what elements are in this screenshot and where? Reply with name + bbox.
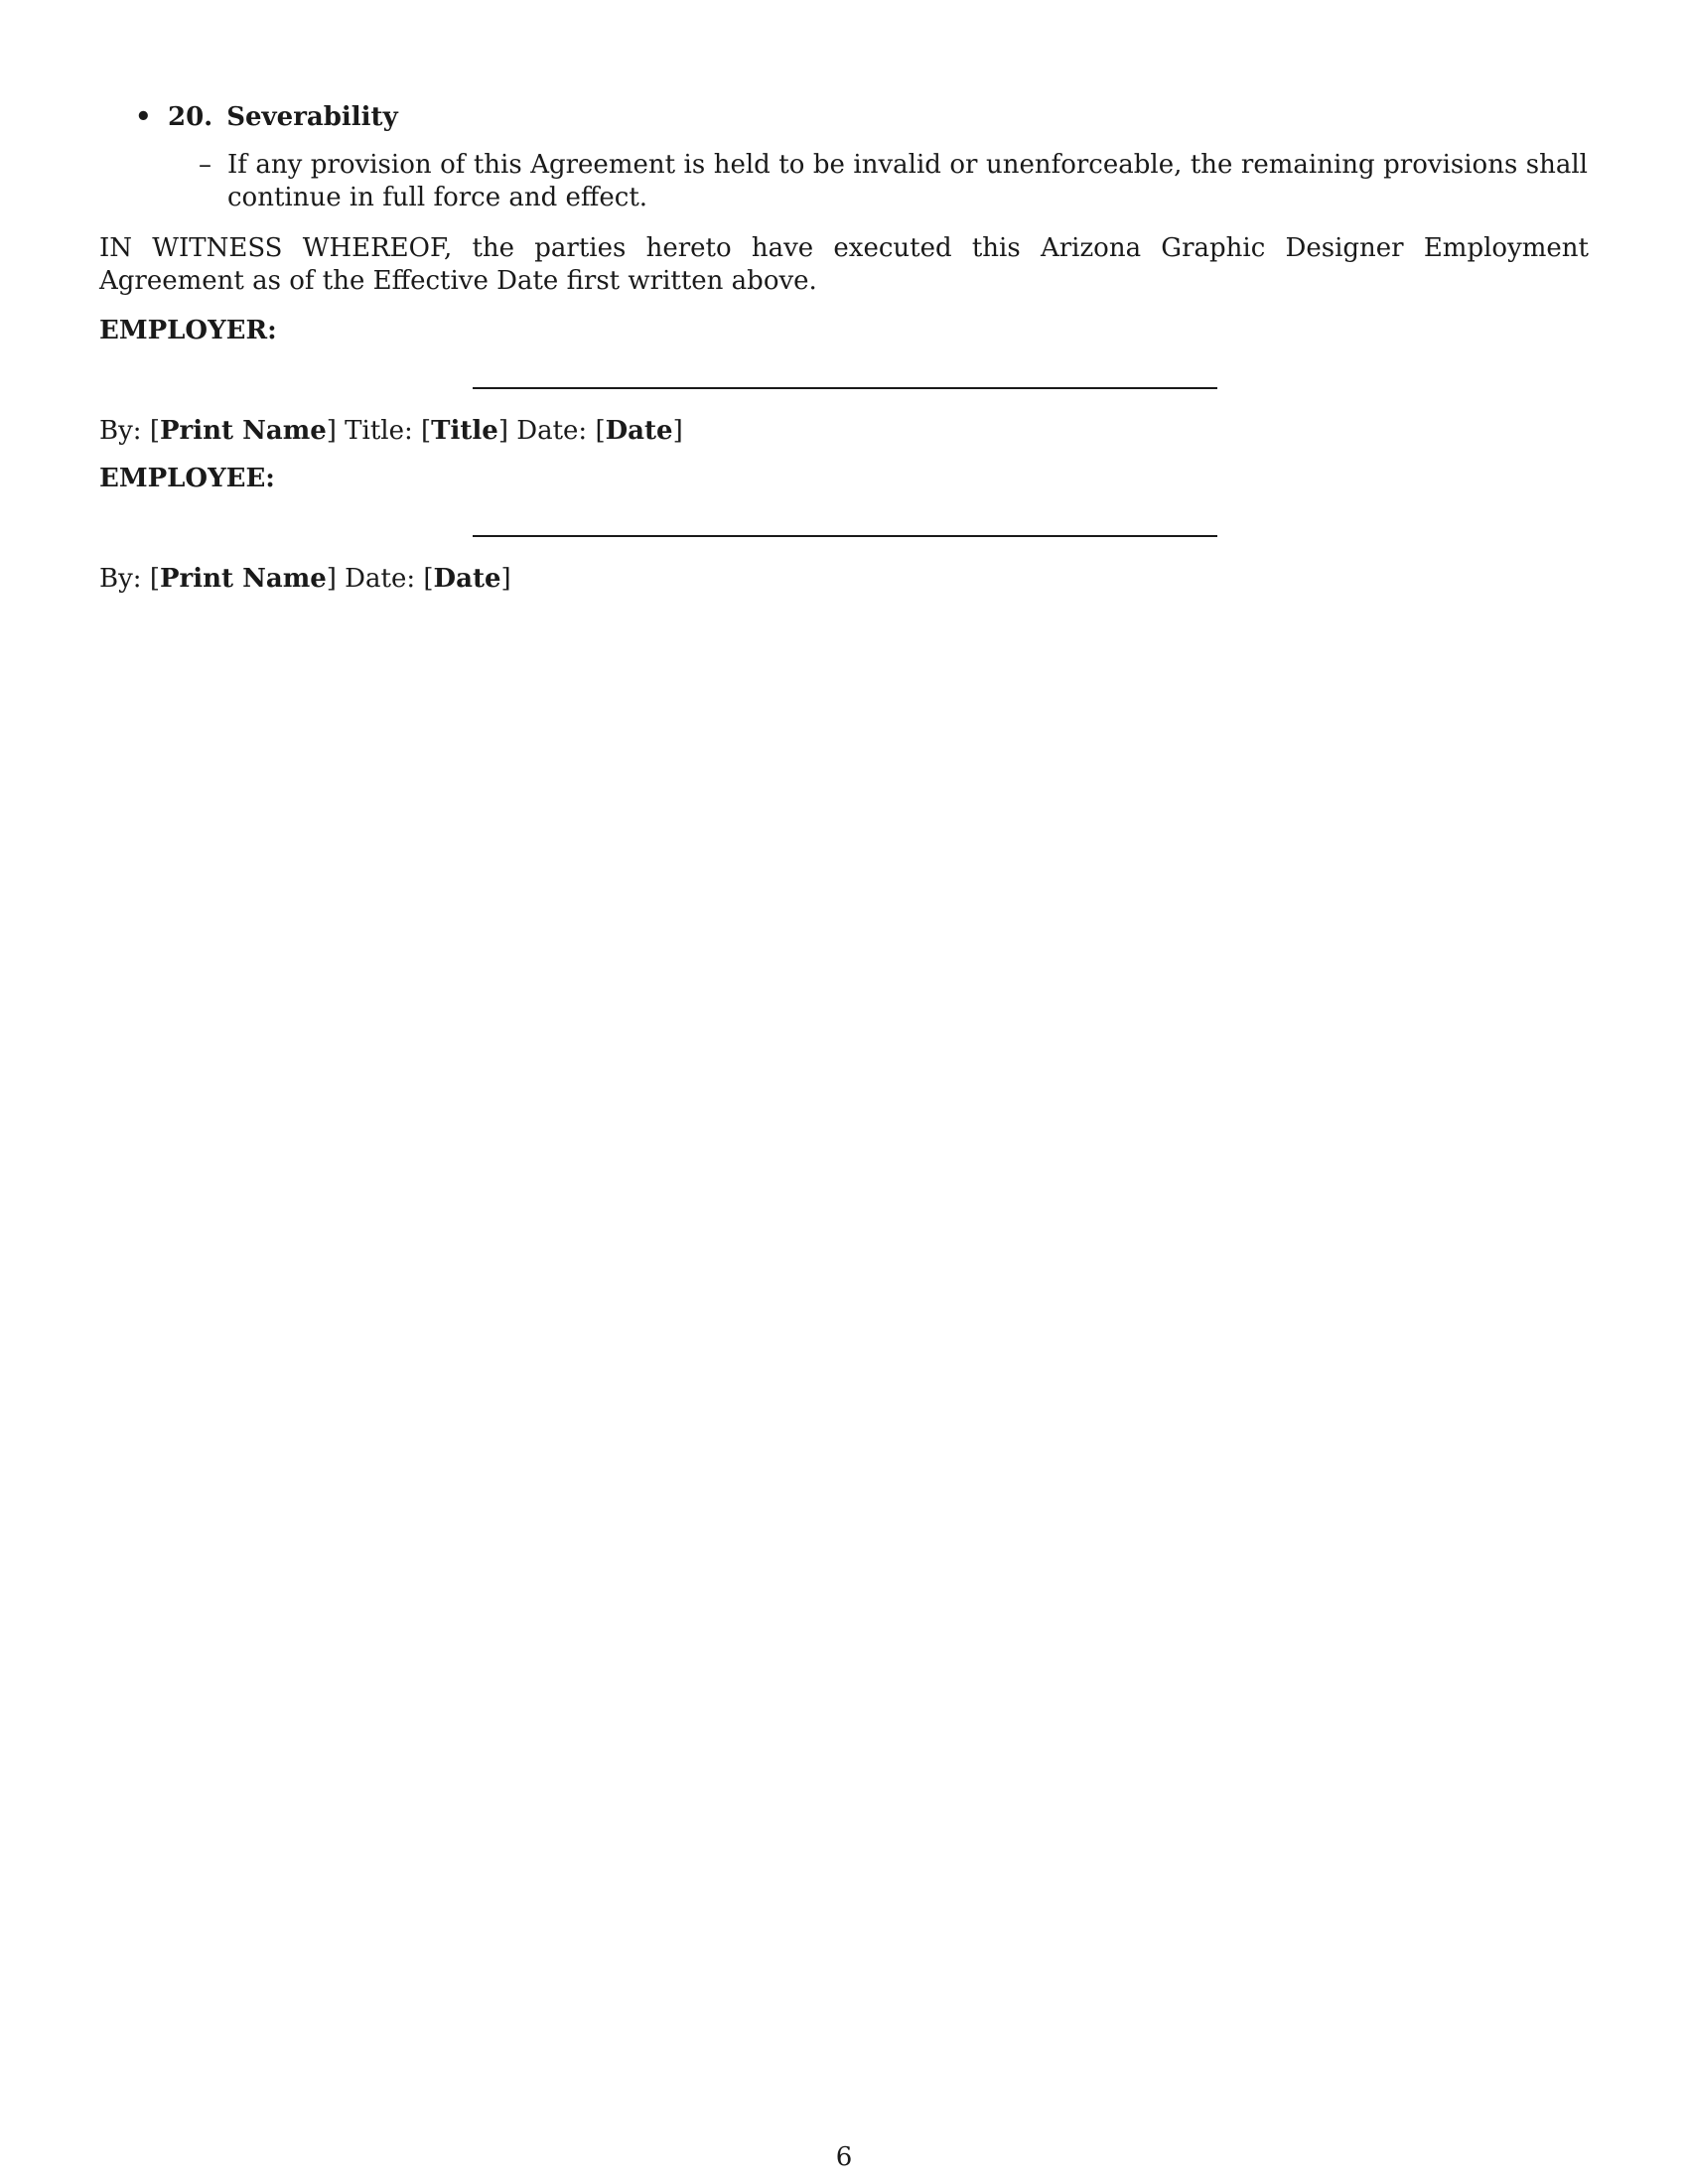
- section-heading: [168, 99, 398, 135]
- employer-date-placeholder: Date: [605, 416, 673, 446]
- employee-signature-details: By: [Print Name] Date: [Date]: [99, 564, 511, 594]
- employee-by-label: By:: [99, 564, 142, 594]
- employer-date-label: Date:: [516, 416, 588, 446]
- bullet-icon: •: [135, 102, 152, 132]
- employer-by-label: By:: [99, 416, 142, 446]
- employer-name-placeholder: Print Name: [159, 416, 327, 446]
- employee-label: EMPLOYEE:: [99, 464, 275, 493]
- page-number: 6: [835, 2142, 853, 2172]
- employee-date-placeholder: Date: [433, 564, 501, 594]
- employer-label: EMPLOYER:: [99, 316, 277, 345]
- employer-title-placeholder: Title: [431, 416, 498, 446]
- employer-signature-details: By: [Print Name] Title: [Title] Date: [Date]: [99, 416, 683, 446]
- employee-name-placeholder: Print Name: [159, 564, 327, 594]
- witness-clause: IN WITNESS WHEREOF, the parties hereto have executed this Arizona Graphic Designer Employment Agreement as of the Effective Date first written above.: [99, 233, 1589, 296]
- employee-date-label: Date:: [345, 564, 416, 594]
- employer-signature-line[interactable]: [473, 387, 1217, 389]
- section-title: Severability: [226, 102, 398, 132]
- employee-signature-line[interactable]: [473, 535, 1217, 537]
- employer-title-label: Title:: [345, 416, 413, 446]
- dash-marker: –: [199, 150, 211, 180]
- section-number: 20.: [168, 102, 213, 132]
- section-item-text: If any provision of this Agreement is held to be invalid or unenforceable, the remaining provisions shall continue in full force and effect.: [227, 150, 1588, 212]
